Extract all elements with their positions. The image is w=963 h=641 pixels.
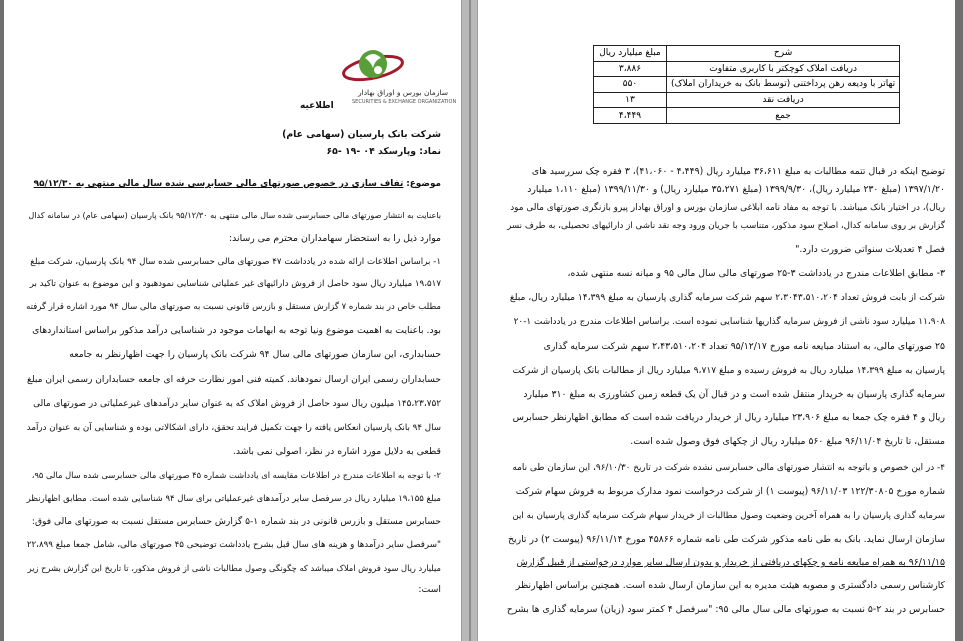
left-line: "سرفصل سایر درآمدها و هزینه های سال قبل بشرح یادداشت توضیحی ۴۵ صورتهای مالی، شامل جمعا مبلغ ۲۲،۸۹۹ xyxy=(26,540,441,550)
viewer-background-right xyxy=(955,0,963,641)
right-line: سرمایه گذاری پارسیان به خریدار منتقل شده است و در قبال آن یک قطعه زمین کشاورزی به مبلغ ۳۱۰ میلیارد xyxy=(523,389,945,400)
right-line: ۱۱،۹۰۸ میلیارد سود ناشی از فروش سرمایه گذاریها شناسایی نموده است. براساس اطلاعات مندرج در یادداشت ۱-۲۰ xyxy=(513,317,945,327)
right-line: پارسیان به مبلغ ۱۴،۳۹۹ میلیارد ریال به فروش رسیده و مبلغ ۹،۷۱۷ میلیارد ریال از مطالبات بانک پارسیان از شرکت xyxy=(512,366,945,376)
right-line: شماره مورخ ۱۲۲/۳۰۸۰۵ ۹۶/۱۱/۰۳ (پیوست ۱) از شرکت درخواست نمود مدارک مربوط به فروش سهام شرکت xyxy=(515,486,945,497)
left-line: موارد ذیل را به استحضار سهامداران محترم می رساند: xyxy=(229,233,441,244)
table-cell: تهاتر با ودیعه رهن پرداختنی (توسط بانک به خریداران املاک) xyxy=(667,77,900,93)
right-line: شرکت از بابت فروش تعداد ۲،۳۰۴۳،۵۱۰،۲۰۴ سهم شرکت سرمایه گذاری پارسیان به مبلغ ۱۴،۳۹۹ میلیارد ریال، مبلغ xyxy=(509,293,945,303)
table-row xyxy=(594,108,900,124)
right-line: گزارش بر روی سامانه کدال، اصلاح سود مذکور، متناسب با جریان ورود وجه نقد ناشی از دارائیهای تحصیلی، به طرف نسر xyxy=(507,221,945,231)
table-cell: ۳،۸۸۶ xyxy=(594,61,667,77)
page-gutter xyxy=(461,0,478,641)
table-cell: جمع xyxy=(667,108,900,124)
right-line: توضیح اینکه در قبال تتمه مطالبات به مبلغ ۳۶،۶۱۱ میلیارد ریال (۴،۴۴۹ - ۴۱،۰۶۰)، ۳ فقره چک سررسید های xyxy=(531,166,945,177)
left-line: قطعی به دلایل مورد اشاره در نظر، اصولی نمی باشد. xyxy=(232,446,441,457)
left-line: حسابرس مستقل و بازرس قانونی در بند شماره ۱-۵ گزارش حسابرس مستقل نسبت به صورتهای مالی فوق: xyxy=(31,517,441,527)
left-line: بود. باعنایت به اهمیت موضوع ونیا توجه به ابهامات موجود در شناسایی درآمد مذکور براساس استانداردهای xyxy=(32,325,441,336)
logo-caption: سازمان بورس و اوراق بهادار xyxy=(358,88,449,97)
table-cell: ۵۵۰ xyxy=(594,77,667,93)
company-name: شرکت بانک پارسیان (سهامی عام) xyxy=(282,129,441,140)
company-symbol: نماد: وپارسکد ۰۴ -۱۹ -۶۵ xyxy=(326,146,441,157)
table-header-cell: مبلغ میلیارد ریال xyxy=(594,46,667,62)
notice-label: اطلاعیه xyxy=(300,101,334,111)
table-row xyxy=(594,77,900,93)
left-line: سال ۹۴ بانک پارسیان انعکاس یافته را جهت تکمیل فرایند تحقق، دارای اشکالاتی بوده و شناسایی آن به عنوان درآمد xyxy=(26,423,441,433)
left-line: حسابداران رسمی ایران ارسال نمودهاند. کمیته فنی امور نظارت حرفه ای جامعه حسابداران رسمی ایران مبلغ xyxy=(26,375,441,385)
table-cell: دریافت املاک کوچکتر با کاربری متفاوت xyxy=(667,61,900,77)
table-header-cell: شرح xyxy=(667,46,900,62)
table-cell: ۴،۴۴۹ xyxy=(594,108,667,124)
right-line: کارشناس رسمی دادگستری و مصوبه هیئت مدیره به این سازمان ارسال شده است. همچنین براساس اظهارنظر xyxy=(515,580,945,591)
right-line: ریال و ۴ فقره چک جمعا به مبلغ ۲۳،۹۰۶ میلیارد ریال از خریدار دریافت شده است که مطابق اظهارنظر حسابرس xyxy=(512,412,945,423)
table-cell: دریافت نقد xyxy=(667,92,900,108)
table-row xyxy=(594,92,900,108)
right-line: ۳- مطابق اطلاعات مندرج در یادداشت ۳-۲۵ صورتهای مالی سال مالی ۹۵ و میانه نسه منتهی شده، xyxy=(567,268,945,279)
subject-prefix: موضوع: xyxy=(406,179,441,189)
right-line: ۴- در این خصوص و باتوجه به انتشار صورتهای مالی حسابرسی نشده شرکت در تاریخ ۹۶/۱۰/۳۰، این سازمان طی نامه xyxy=(512,463,945,473)
right-line: حسابرس در بند ۲-۵ نسبت به صورتهای مالی سال مالی ۹۵: "سرفصل ۴ کمتر سود (زیان) سرمایه گذاری ها بشرح xyxy=(506,604,945,615)
receivables-table xyxy=(593,45,900,124)
right-line: فصل ۴ تعدیلات سنواتی ضرورت دارد." xyxy=(795,244,945,255)
left-line: حسابداری، این سازمان صورتهای مالی سال ۹۴ شرکت بانک پارسیان را جهت اظهارنظر به جامعه xyxy=(69,349,441,360)
left-line: ۱۹،۵۱۷ میلیارد ریال سود حاصل از فروش دارائیهای غیر عملیاتی شناسایی نمودهبود و این موضوع به عنوان تاکید بر xyxy=(29,279,441,289)
left-line: ۲- با توجه به اطلاعات مندرج در اطلاعات مقایسه ای یادداشت شماره ۴۵ صورتهای مالی حسابرسی شده سال مالی ۹۵، xyxy=(31,470,441,480)
left-line: ۱۴۵،۲۳،۷۵۲ میلیون ریال سود حاصل از فروش املاک که به عنوان سایر درآمدهای غیرعملیاتی در صورتهای مالی xyxy=(33,399,441,409)
left-line: باعنایت به انتشار صورتهای مالی حسابرسی شده سال مالی منتهی به ۹۵/۱۲/۳۰ بانک پارسیان (سهامی عام) در سامانه کدال xyxy=(28,210,441,220)
subject-line xyxy=(34,178,441,190)
table-cell: ۱۳ xyxy=(594,92,667,108)
right-line: ریال)، در اختیار بانک میباشد. با توجه به مفاد نامه ابلاغی سازمان بورس و اوراق بهادار پیرو بازنگری صورتهای مالی مود xyxy=(510,203,945,213)
right-line: ۹۶/۱۱/۱۵ به همراه مبایعه نامه و چکهای دریافتی از خریدار و بدون ارسال سایر موارد درخواستی از قبیل گزارش xyxy=(516,557,945,568)
right-line: ۱۳۹۷/۱/۲۰ (مبلغ ۲۳۰ میلیارد ریال)، ۱۳۹۹/۹/۳۰ (مبلغ ۳۵،۲۷۱ میلیارد ریال) و ۱۳۹۹/۱۱/۳۰ (مبلغ ۱،۱۱۰ میلیارد xyxy=(527,184,945,195)
right-line: ۲۵ صورتهای مالی، به استناد مبایعه نامه مورخ ۹۵/۱۲/۱۷ تعداد ۲،۴۳،۵۱۰،۲۰۴ سهم شرکت سرمایه گذاری xyxy=(543,341,945,352)
right-line: سرمایه گذاری پارسیان را به همراه آخرین وضعیت وصول مطالبات از خریدار سهام شرکت سرمایه گذاری پارسیان به این xyxy=(512,511,945,521)
left-line: است: xyxy=(418,584,441,595)
table-header-row xyxy=(594,46,900,62)
right-line: سازمان ارسال نماید. بانک به طی نامه مذکور شرکت طی نامه شماره ۴۵۸۶۶ مورخ ۹۶/۱۱/۱۴ (پیوست ۲) در تاریخ xyxy=(508,534,945,545)
right-line: مستقل، تا تاریخ ۹۶/۱۱/۰۴ مبلغ ۵۶۰ میلیارد ریال از چکهای فوق وصول شده است. xyxy=(630,436,945,447)
left-line: مطلب خاص در بند شماره ۷ گزارش مستقل و بازرس قانونی نسبت به صورتهای مالی سال ۹۴ مورد اشاره قرار گرفته xyxy=(26,302,441,312)
table-row xyxy=(594,61,900,77)
logo-caption-en: SECURITIES & EXCHANGE ORGANIZATION xyxy=(352,99,457,105)
left-line: ۱- براساس اطلاعات ارائه شده در یادداشت ۴۷ صورتهای مالی حسابرسی شده سال ۹۴ بانک پارسیان، شرکت مبلغ xyxy=(30,257,441,267)
left-line: مبلغ ۱۹،۱۵۵ میلیارد ریال در سرفصل سایر درآمدهای غیرعملیاتی برای سال ۹۴ شناسایی شده است. مطابق اظهارنظر xyxy=(26,494,441,504)
document-page-1 xyxy=(4,0,461,641)
left-line: میلیارد ریال سود فروش املاک میباشد که چگونگی وصول مطالبات ناشی از فروش مذکور، تا تاریخ این گزارش بشرح زیر xyxy=(27,563,441,573)
subject-text: تفاف سازی در خصوص صورتهای مالی حسابرسی شده سال مالی منتهی به ۹۵/۱۲/۳۰ xyxy=(33,179,404,189)
